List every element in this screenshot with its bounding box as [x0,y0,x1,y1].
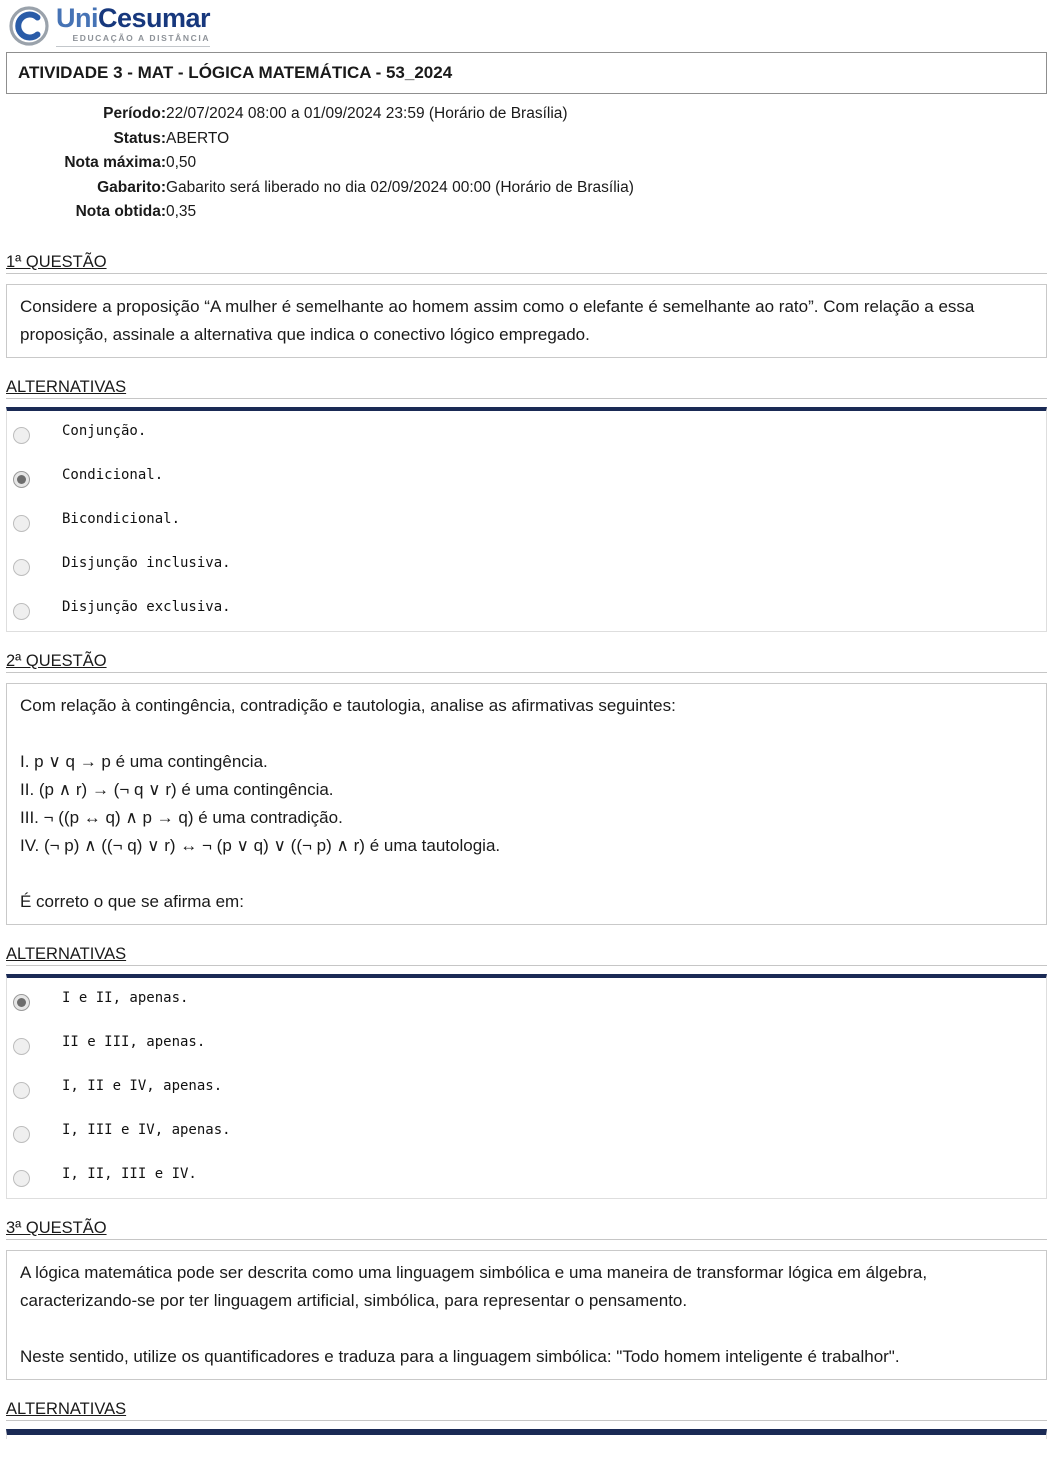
info-row-status [6,127,1047,152]
alternative-option[interactable] [7,455,1046,499]
info-row-gabarito [6,176,1047,201]
question-text-line: Considere a proposição “A mulher é semelhante ao homem assim como o elefante é semelhante ao rato”. Com relação a essa proposição, assinale a alternativa que indica o conectivo lógico empregado. [20,296,975,344]
unicesumar-logo [6,2,1047,49]
alternative-option[interactable] [7,1154,1046,1198]
radio-button[interactable] [13,427,30,444]
question-1-text-box [6,284,1047,358]
question-text-line: II. (p ∧ r) → (¬ q ∨ r) é uma contingência. [20,779,334,799]
alternatives-3-box-top-border [6,1429,1047,1439]
logo-text [56,4,210,47]
activity-title: ATIVIDADE 3 - MAT - LÓGICA MATEMÁTICA - 53_2024 [18,63,453,83]
unicesumar-logo-icon [8,5,50,47]
question-1-heading-label: 1ª QUESTÃO [6,252,107,271]
alternative-label: I, II e IV, apenas. [62,1077,223,1094]
radio-button[interactable] [13,1082,30,1099]
brand-name [56,4,210,32]
alternative-option[interactable] [7,543,1046,587]
info-value: Gabarito será liberado no dia 02/09/2024 00:00 (Horário de Brasília) [166,178,634,196]
info-value: 0,35 [166,203,197,221]
alternative-option[interactable] [7,411,1046,455]
info-label: Status: [113,129,166,147]
alternative-option[interactable] [7,499,1046,543]
question-3-text-box [6,1250,1047,1380]
question-text-line: Com relação à contingência, contradição e tautologia, analise as afirmativas seguintes: [20,695,676,715]
question-1-heading [6,251,1047,274]
radio-button[interactable] [13,515,30,532]
question-3-heading-label: 3ª QUESTÃO [6,1218,107,1237]
alternative-label: Disjunção exclusiva. [62,598,231,615]
info-label: Período: [103,105,166,123]
info-label: Nota máxima: [64,154,166,172]
alternative-label: II e III, apenas. [62,1033,206,1050]
question-text-line: III. ¬ ((p ↔ q) ∧ p → q) é uma contradição. [20,807,343,827]
alternative-label: I, II, III e IV. [62,1165,197,1182]
alternative-option[interactable] [7,1022,1046,1066]
question-text-line: IV. (¬ p) ∧ ((¬ q) ∨ r) ↔ ¬ (p ∨ q) ∨ ((¬ p) ∧ r) é uma tautologia. [20,835,501,855]
activity-title-box [6,52,1047,94]
question-text-line: I. p ∨ q → p é uma contingência. [20,751,268,771]
alternatives-3-heading [6,1398,1047,1421]
alternative-option[interactable] [7,978,1046,1022]
alternatives-3-heading-label: ALTERNATIVAS [6,1399,127,1418]
radio-button[interactable] [13,1038,30,1055]
info-label: Nota obtida: [75,203,166,221]
radio-button[interactable] [13,559,30,576]
radio-button[interactable] [13,603,30,620]
info-label: Gabarito: [97,178,166,196]
alternative-label: Conjunção. [62,422,147,439]
alternative-label: Disjunção inclusiva. [62,554,231,571]
question-2-heading [6,650,1047,673]
radio-button[interactable] [13,1170,30,1187]
question-text-line: Neste sentido, utilize os quantificadores e traduza para a linguagem simbólica: "Todo homem inteligente é trabalhor". [20,1346,900,1366]
brand-uni: Uni [56,3,98,33]
alternative-option[interactable] [7,1066,1046,1110]
question-text-line: É correto o que se afirma em: [20,891,244,911]
info-row-periodo [6,102,1047,127]
alternatives-1-box [6,407,1047,632]
alternative-label: Bicondicional. [62,510,181,527]
question-text-line [20,1315,1033,1343]
alternatives-1-heading [6,376,1047,399]
alternative-option[interactable] [7,1110,1046,1154]
question-2-heading-label: 2ª QUESTÃO [6,651,107,670]
alternative-label: I, III e IV, apenas. [62,1121,231,1138]
info-value: 22/07/2024 08:00 a 01/09/2024 23:59 (Horário de Brasília) [166,105,568,123]
alternatives-2-heading-label: ALTERNATIVAS [6,944,127,963]
alternative-label: I e II, apenas. [62,989,189,1006]
alternatives-2-heading [6,943,1047,966]
question-3-heading [6,1217,1047,1240]
info-row-nota-maxima [6,151,1047,176]
activity-info [6,94,1047,233]
info-value: ABERTO [166,129,230,147]
question-text-line: A lógica matemática pode ser descrita como uma linguagem simbólica e uma maneira de transformar lógica em álgebra, caracterizando-se por ter linguagem artificial, simbólica, para representar o pensamento. [20,1262,928,1310]
question-text-line [20,720,1033,748]
radio-button[interactable] [13,471,30,488]
info-value: 0,50 [166,154,197,172]
radio-button[interactable] [13,994,30,1011]
info-row-nota-obtida [6,200,1047,225]
brand-cesumar: Cesumar [98,3,211,33]
alternatives-2-box [6,974,1047,1199]
alternatives-1-heading-label: ALTERNATIVAS [6,377,127,396]
question-2-text-box [6,683,1047,925]
alternative-option[interactable] [7,587,1046,631]
alternative-label: Condicional. [62,466,164,483]
radio-button[interactable] [13,1126,30,1143]
logo-tagline: EDUCAÇÃO A DISTÂNCIA [72,33,211,44]
question-text-line [20,860,1033,888]
